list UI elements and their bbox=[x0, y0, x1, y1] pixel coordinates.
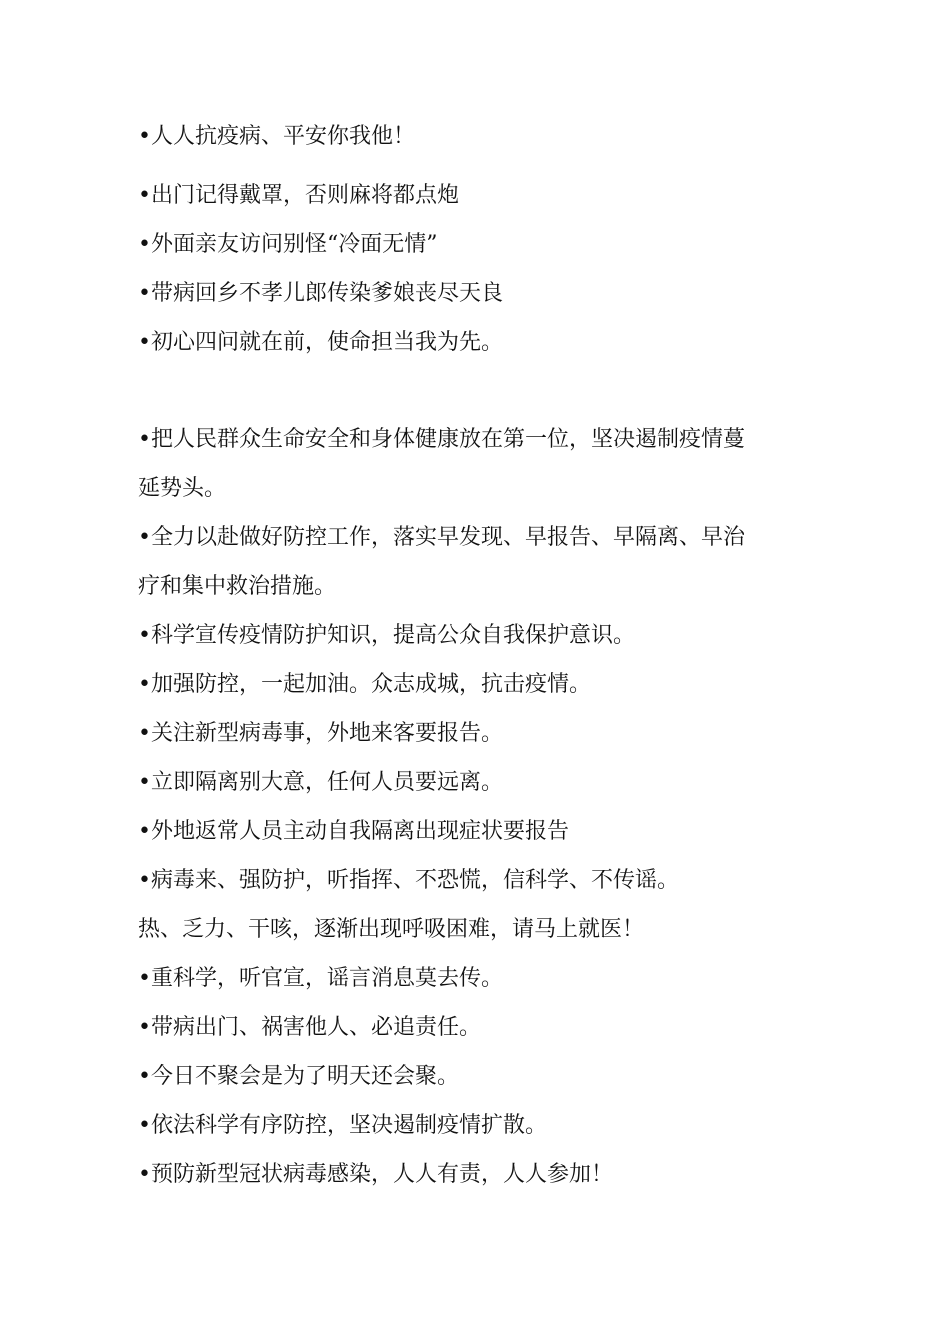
slogan-line: •带病回乡不孝儿郎传染爹娘丧尽天良 bbox=[138, 281, 503, 306]
slogan-line: •人人抗疫病、平安你我他！ bbox=[138, 124, 415, 149]
slogan-line: •外地返常人员主动自我隔离出现症状要报告 bbox=[138, 819, 569, 844]
slogan-line: •病毒来、强防护，听指挥、不恐慌，信科学、不传谣。 bbox=[138, 868, 679, 893]
document-body bbox=[138, 112, 818, 1199]
slogan-line: •加强防控，一起加油。众志成城，抗击疫情。 bbox=[138, 672, 591, 697]
slogan-line-continuation: 疗和集中救治措施。 bbox=[138, 574, 337, 599]
slogan-line: •全力以赴做好防控工作，落实早发现、早报告、早隔离、早治 bbox=[138, 525, 745, 550]
slogan-line: •立即隔离别大意，任何人员要远离。 bbox=[138, 770, 503, 795]
slogan-line: •科学宣传疫情防护知识，提高公众自我保护意识。 bbox=[138, 623, 635, 648]
slogan-line: •重科学，听官宣，谣言消息莫去传。 bbox=[138, 966, 503, 991]
slogan-line: •外面亲友访问别怪“冷面无情” bbox=[138, 232, 438, 257]
slogan-line: •把人民群众生命安全和身体健康放在第一位，坚决遏制疫情蔓 bbox=[138, 427, 745, 452]
slogan-line: •预防新型冠状病毒感染，人人有责，人人参加！ bbox=[138, 1162, 613, 1187]
spacer bbox=[138, 161, 818, 171]
slogan-line: •出门记得戴罩，否则麻将都点炮 bbox=[138, 183, 459, 208]
slogan-line-continuation: 延势头。 bbox=[138, 476, 227, 501]
slogan-line: •今日不聚会是为了明天还会聚。 bbox=[138, 1064, 459, 1089]
slogan-line: •依法科学有序防控，坚决遏制疫情扩散。 bbox=[138, 1113, 547, 1138]
slogan-line: •关注新型病毒事，外地来客要报告。 bbox=[138, 721, 503, 746]
spacer bbox=[138, 367, 818, 415]
slogan-line: •初心四问就在前，使命担当我为先。 bbox=[138, 330, 503, 355]
slogan-line: 热、乏力、干咳，逐渐出现呼吸困难，请马上就医！ bbox=[138, 917, 645, 942]
slogan-line: •带病出门、祸害他人、必追责任。 bbox=[138, 1015, 481, 1040]
